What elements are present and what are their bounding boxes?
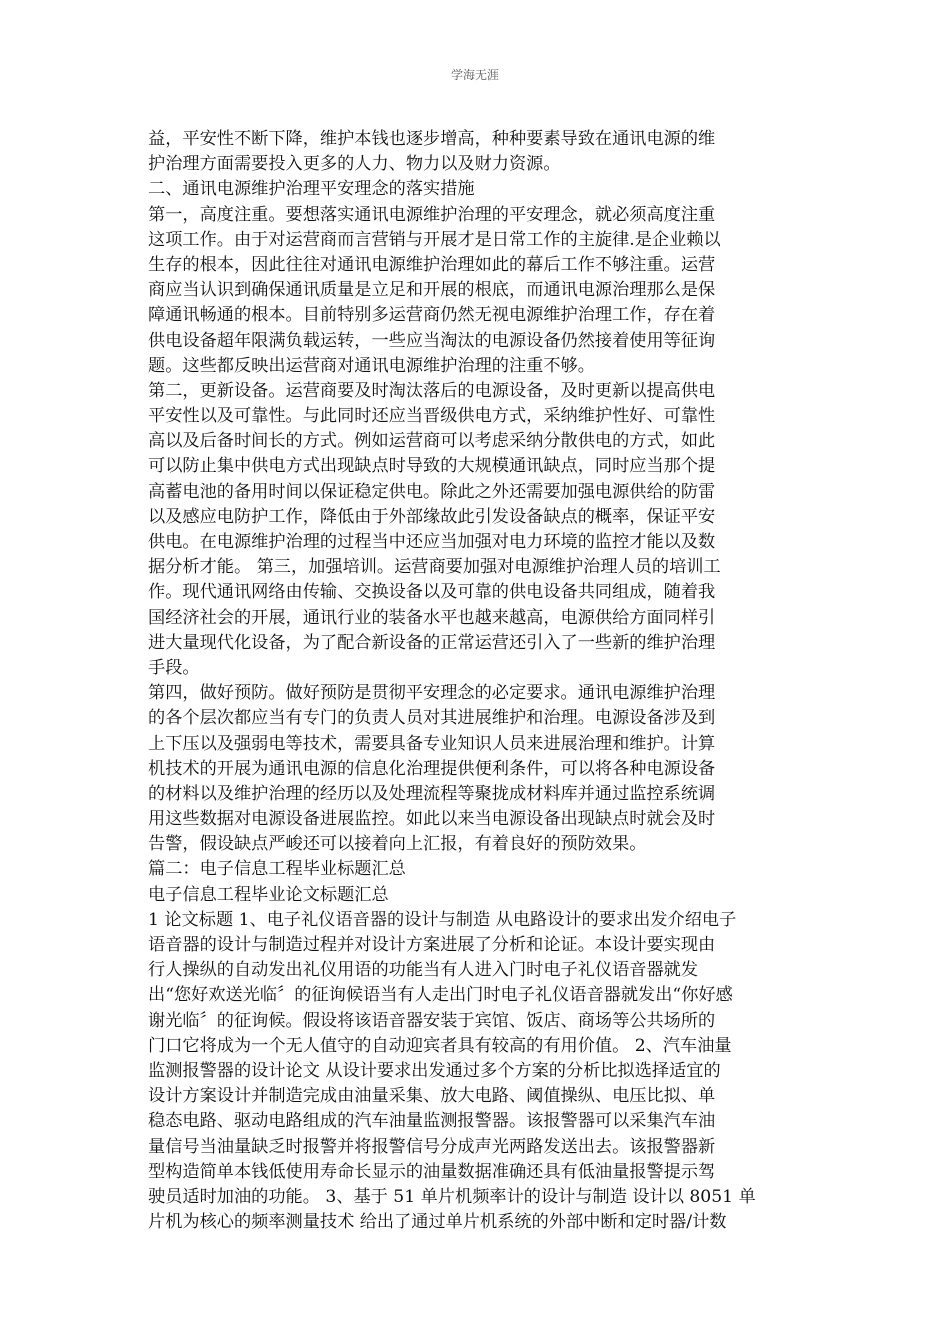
text-line: 型构造简单本钱低使用寿命长显示的油量数据准确还具有低油量报警提示驾 bbox=[148, 1161, 716, 1182]
text-line: 监测报警器的设计论文 从设计要求出发通过多个方案的分析比拟选择适宜的 bbox=[148, 1060, 721, 1081]
text-line: 量信号当油量缺乏时报警并将报警信号分成声光两路发送出去。该报警器新 bbox=[148, 1136, 716, 1157]
document-body bbox=[148, 127, 808, 1235]
text-line: 1 论文标题 1、电子礼仪语音器的设计与制造 从电路设计的要求出发介绍电子 bbox=[148, 909, 737, 930]
text-line: 高以及后备时间长的方式。例如运营商可以考虑采纳分散供电的方式，如此 bbox=[148, 431, 716, 452]
page-header: 学海无涯 bbox=[450, 68, 499, 82]
text-line: 手段。 bbox=[148, 657, 200, 678]
text-line: 门口它将成为一个无人值守的自动迎宾者具有较高的有用价值。 2、汽车油量 bbox=[148, 1035, 732, 1056]
text-line: 生存的根本，因此往往对通讯电源维护治理如此的幕后工作不够注重。运营 bbox=[148, 254, 716, 275]
text-line: 第二，更新设备。运营商要及时淘汰落后的电源设备，及时更新以提高供电 bbox=[148, 380, 716, 401]
text-line: 作。现代通讯网络由传输、交换设备以及可靠的供电设备共同组成，随着我 bbox=[148, 582, 716, 603]
text-line: 第四，做好预防。做好预防是贯彻平安理念的必定要求。通讯电源维护治理 bbox=[148, 683, 716, 704]
text-line: 出“您好欢送光临〞的征询候语当有人走出门时电子礼仪语音器就发出“你好感 bbox=[148, 985, 733, 1006]
text-line: 供电设备超年限满负载运转，一些应当淘汰的电源设备仍然接着使用等征询 bbox=[148, 330, 716, 351]
text-line: 高蓄电池的备用时间以保证稳定供电。除此之外还需要加强电源供给的防雷 bbox=[148, 481, 716, 502]
text-line: 篇二：电子信息工程毕业标题汇总 bbox=[148, 859, 406, 880]
text-line: 进大量现代化设备，为了配合新设备的正常运营还引入了一些新的维护治理 bbox=[148, 632, 716, 653]
text-line: 题。这些都反映出运营商对通讯电源维护治理的注重不够。 bbox=[148, 355, 595, 376]
text-line: 据分析才能。 第三，加强培训。运营商要加强对电源维护治理人员的培训工 bbox=[148, 557, 721, 578]
text-line: 可以防止集中供电方式出现缺点时导致的大规模通讯缺点，同时应当那个提 bbox=[148, 456, 716, 477]
text-line: 第一，高度注重。要想落实通讯电源维护治理的平安理念，就必须高度注重 bbox=[148, 204, 716, 225]
text-line: 稳态电路、驱动电路组成的汽车油量监测报警器。该报警器可以采集汽车油 bbox=[148, 1111, 716, 1132]
text-line: 障通讯畅通的根本。目前特别多运营商仍然无视电源维护治理工作，存在着 bbox=[148, 305, 716, 326]
text-line: 护治理方面需要投入更多的人力、物力以及财力资源。 bbox=[148, 154, 561, 175]
text-line: 这项工作。由于对运营商而言营销与开展才是日常工作的主旋律.是企业赖以 bbox=[148, 229, 721, 250]
text-line: 告警，假设缺点严峻还可以接着向上汇报，有着良好的预防效果。 bbox=[148, 834, 647, 855]
text-line: 用这些数据对电源设备进展监控。如此以来当电源设备出现缺点时就会及时 bbox=[148, 809, 716, 830]
text-line: 二、通讯电源维护治理平安理念的落实措施 bbox=[148, 179, 475, 200]
text-line: 上下压以及强弱电等技术，需要具备专业知识人员来进展治理和维护。计算 bbox=[148, 733, 716, 754]
text-line: 机技术的开展为通讯电源的信息化治理提供便利条件，可以将各种电源设备 bbox=[148, 758, 716, 779]
text-line: 供电。在电源维护治理的过程当中还应当加强对电力环境的监控才能以及数 bbox=[148, 532, 716, 552]
text-line: 语音器的设计与制造过程并对设计方案进展了分析和论证。本设计要实现由 bbox=[148, 935, 716, 955]
text-line: 以及感应电防护工作，降低由于外部缘故此引发设备缺点的概率，保证平安 bbox=[148, 506, 716, 527]
text-line: 国经济社会的开展，通讯行业的装备水平也越来越高，电源供给方面同样引 bbox=[148, 607, 716, 628]
text-line: 片机为核心的频率测量技术 给出了通过单片机系统的外部中断和定时器/计数 bbox=[148, 1212, 727, 1233]
text-line: 商应当认识到确保通讯质量是立足和开展的根底，而通讯电源治理那么是保 bbox=[148, 280, 716, 301]
text-line: 谢光临〞的征询候。假设将该语音器安装于宾馆、饭店、商场等公共场所的 bbox=[148, 1010, 716, 1031]
text-line: 行人操纵的自动发出礼仪用语的功能当有人进入门时电子礼仪语音器就发 bbox=[148, 960, 699, 981]
text-line: 电子信息工程毕业论文标题汇总 bbox=[148, 884, 389, 905]
text-line: 平安性以及可靠性。与此同时还应当晋级供电方式，采纳维护性好、可靠性 bbox=[148, 406, 716, 427]
text-line: 的各个层次都应当有专门的负责人员对其进展维护和治理。电源设备涉及到 bbox=[148, 708, 716, 729]
text-line: 设计方案设计并制造完成由油量采集、放大电路、阈值操纵、电压比拟、单 bbox=[148, 1086, 716, 1107]
text-line: 益，平安性不断下降，维护本钱也逐步增高，种种要素导致在通讯电源的维 bbox=[148, 129, 716, 149]
text-line: 驶员适时加油的功能。 3、基于 51 单片机频率计的设计与制造 设计以 8051 单 bbox=[148, 1186, 756, 1207]
text-line: 的材料以及维护治理的经历以及处理流程等聚拢成材料库并通过监控系统调 bbox=[148, 783, 716, 804]
